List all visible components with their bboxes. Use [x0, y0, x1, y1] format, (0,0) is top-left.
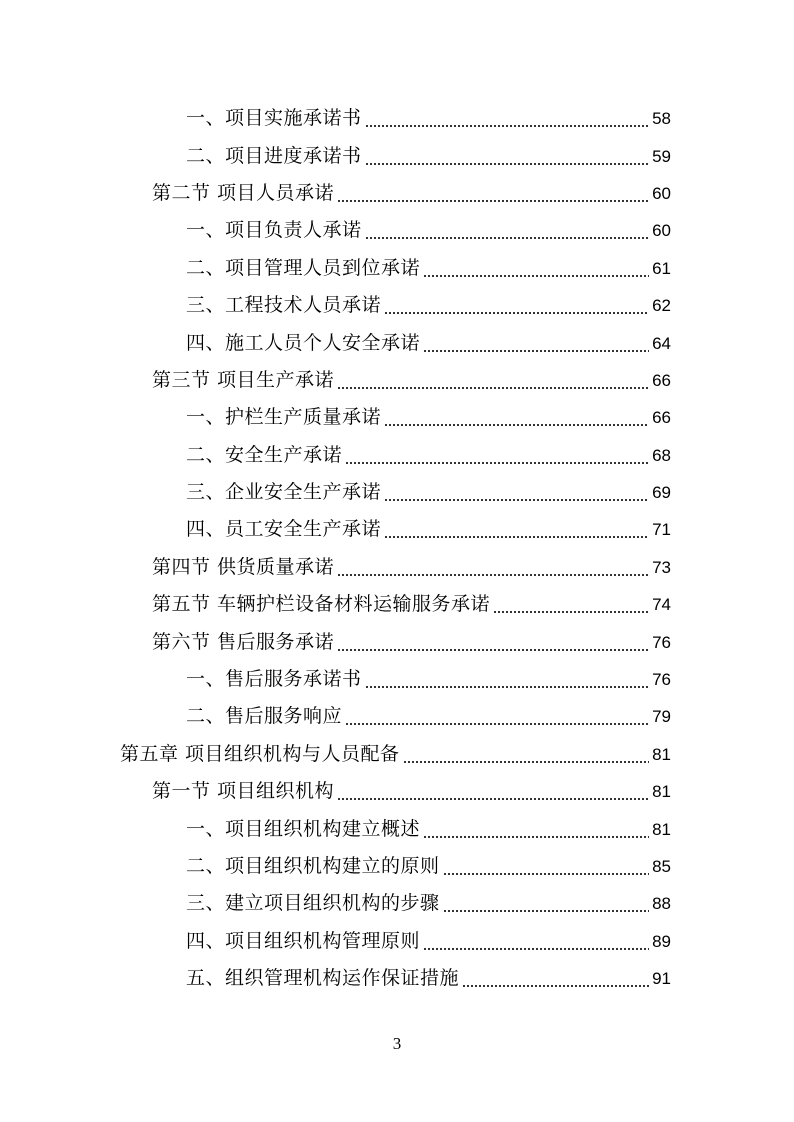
toc-entry[interactable] — [0, 399, 794, 436]
toc-leader-dots — [337, 633, 649, 652]
toc-entry-page: 79 — [652, 707, 671, 727]
toc-entry-title: 第一节 项目组织机构 — [152, 780, 335, 803]
toc-leader-dots — [337, 782, 649, 801]
toc-entry-page: 60 — [652, 183, 671, 203]
toc-entry-title: 二、项目管理人员到位承诺 — [186, 256, 421, 279]
toc-leader-dots — [337, 184, 649, 203]
toc-entry-page: 81 — [652, 744, 671, 764]
toc-entry-title: 第三节 项目生产承诺 — [152, 368, 335, 391]
toc-leader-dots — [365, 109, 650, 128]
toc-entry-page: 81 — [652, 819, 671, 839]
toc-entry[interactable] — [0, 810, 794, 847]
toc-leader-dots — [337, 558, 649, 577]
toc-entry-title: 四、员工安全生产承诺 — [186, 518, 382, 541]
toc-leader-dots — [423, 820, 649, 839]
toc-entry-title: 一、项目实施承诺书 — [186, 107, 362, 130]
toc-entry[interactable] — [0, 324, 794, 361]
toc-entry[interactable] — [0, 885, 794, 922]
toc-entry[interactable] — [0, 549, 794, 586]
toc-entry-page: 85 — [652, 857, 671, 876]
toc-leader-dots — [337, 371, 649, 390]
toc-entry-title: 第四节 供货质量承诺 — [152, 555, 335, 578]
toc-entry-page: 59 — [652, 146, 671, 166]
toc-entry-title: 四、项目组织机构管理原则 — [186, 929, 421, 952]
toc-entry[interactable] — [0, 137, 794, 174]
page-number: 3 — [392, 1034, 402, 1053]
toc-entry-title: 五、组织管理机构运作保证措施 — [186, 967, 460, 990]
toc-entry-title: 二、安全生产承诺 — [186, 443, 343, 466]
toc-entry-title: 三、工程技术人员承诺 — [186, 294, 382, 317]
toc-entry-title: 三、建立项目组织机构的步骤 — [186, 892, 440, 915]
toc-entry-page: 66 — [652, 408, 671, 428]
toc-entry-page: 61 — [652, 258, 671, 278]
toc-entry[interactable] — [0, 250, 794, 287]
toc-entry-title: 一、护栏生产质量承诺 — [186, 406, 382, 429]
table-of-contents — [0, 100, 794, 997]
toc-entry-page: 89 — [652, 931, 671, 951]
toc-entry[interactable] — [0, 100, 794, 137]
toc-entry-page: 66 — [652, 370, 671, 390]
toc-entry[interactable] — [0, 923, 794, 960]
toc-entry-page: 88 — [652, 894, 671, 914]
toc-entry-page: 76 — [652, 670, 671, 690]
toc-entry-title: 一、项目组织机构建立概述 — [186, 817, 421, 840]
toc-leader-dots — [365, 670, 650, 689]
toc-entry[interactable] — [0, 586, 794, 623]
toc-leader-dots — [462, 969, 649, 988]
toc-entry[interactable] — [0, 623, 794, 660]
toc-entry-title: 第六节 售后服务承诺 — [152, 630, 335, 653]
toc-entry-title: 第五节 车辆护栏设备材料运输服务承诺 — [152, 593, 491, 616]
toc-entry[interactable] — [0, 848, 794, 885]
toc-entry[interactable] — [0, 773, 794, 810]
toc-entry-title: 二、项目进度承诺书 — [186, 144, 362, 167]
toc-entry[interactable] — [0, 960, 794, 997]
toc-leader-dots — [443, 894, 650, 913]
toc-entry-page: 81 — [652, 782, 671, 802]
toc-leader-dots — [365, 221, 650, 240]
toc-entry-title: 二、售后服务响应 — [186, 705, 343, 728]
toc-entry-title: 三、企业安全生产承诺 — [186, 481, 382, 504]
toc-entry-title: 一、项目负责人承诺 — [186, 219, 362, 242]
toc-entry[interactable] — [0, 362, 794, 399]
toc-entry-page: 60 — [652, 221, 671, 241]
toc-leader-dots — [423, 334, 649, 353]
toc-leader-dots — [423, 259, 649, 278]
toc-entry-page: 62 — [652, 296, 671, 316]
toc-entry-page: 74 — [652, 595, 671, 615]
toc-entry-page: 58 — [652, 109, 671, 129]
toc-leader-dots — [345, 707, 649, 726]
toc-entry-page: 73 — [652, 557, 671, 577]
toc-entry-page: 91 — [652, 969, 671, 989]
toc-entry[interactable] — [0, 474, 794, 511]
toc-entry-title: 第二节 项目人员承诺 — [152, 181, 335, 204]
toc-leader-dots — [384, 483, 649, 502]
toc-entry-page: 71 — [652, 520, 671, 540]
toc-entry-page: 64 — [652, 333, 671, 353]
toc-leader-dots — [365, 147, 650, 166]
toc-entry[interactable] — [0, 212, 794, 249]
toc-entry-page: 69 — [652, 483, 671, 503]
toc-leader-dots — [384, 408, 649, 427]
toc-leader-dots — [443, 857, 650, 876]
toc-leader-dots — [403, 745, 650, 764]
toc-entry[interactable] — [0, 175, 794, 212]
toc-leader-dots — [384, 296, 649, 315]
toc-leader-dots — [493, 595, 649, 614]
toc-leader-dots — [423, 932, 649, 951]
toc-entry-title: 四、施工人员个人安全承诺 — [186, 331, 421, 354]
toc-entry[interactable] — [0, 511, 794, 548]
toc-entry[interactable] — [0, 661, 794, 698]
toc-entry-page: 68 — [652, 445, 671, 465]
toc-entry-page: 76 — [652, 632, 671, 652]
toc-entry-title: 第五章 项目组织机构与人员配备 — [120, 742, 400, 765]
toc-leader-dots — [345, 446, 649, 465]
toc-entry[interactable] — [0, 736, 794, 773]
toc-entry[interactable] — [0, 698, 794, 735]
toc-leader-dots — [384, 520, 649, 539]
toc-entry-title: 二、项目组织机构建立的原则 — [186, 855, 440, 877]
toc-entry[interactable] — [0, 437, 794, 474]
toc-entry-title: 一、售后服务承诺书 — [186, 668, 362, 691]
toc-entry[interactable] — [0, 287, 794, 324]
